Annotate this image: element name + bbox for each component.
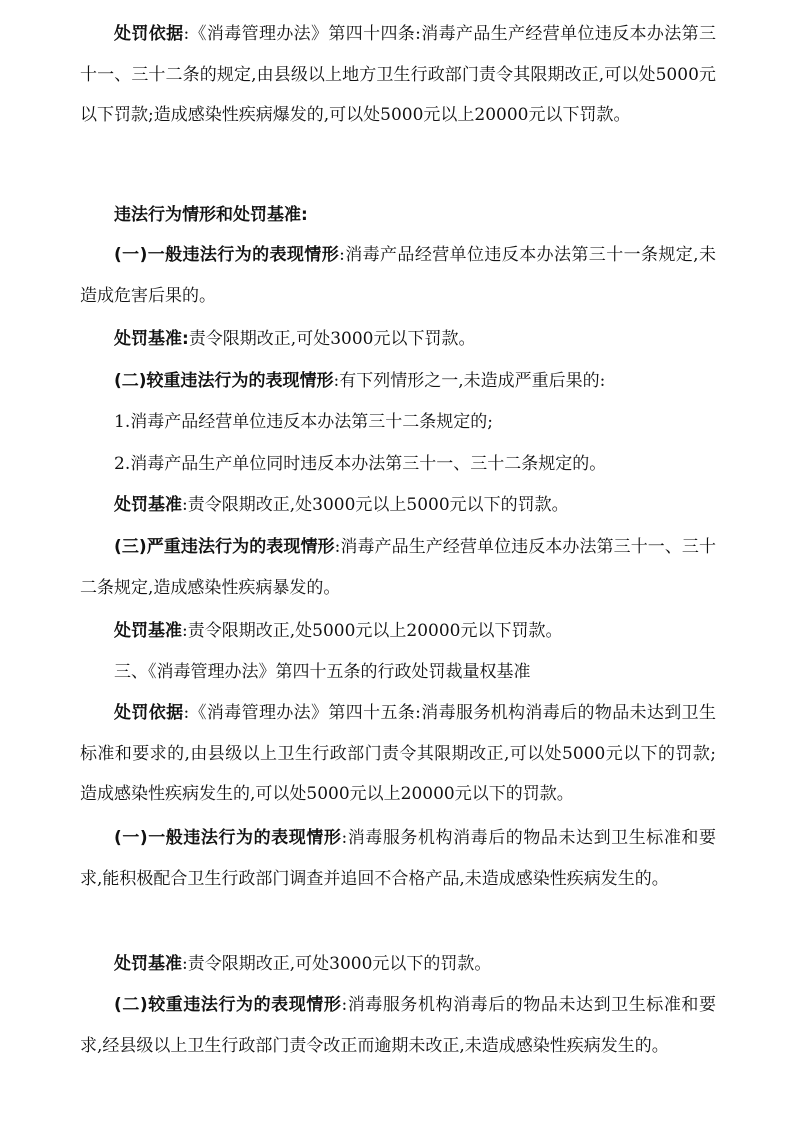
paragraph-label: 处罚基准: bbox=[114, 329, 189, 349]
paragraph-text: :责令限期改正,处5000元以上20000元以下罚款。 bbox=[182, 621, 563, 641]
paragraph-label: 处罚基准 bbox=[114, 954, 182, 974]
paragraph-label: 处罚依据 bbox=[114, 24, 184, 44]
list-item-2 bbox=[80, 444, 716, 485]
paragraph-text: :消毒服务机构消毒后的物品未达到卫生标准和要求,经县级以上卫生行政部门责令改正而逾期未改正,未造成感染性疾病发生的。 bbox=[80, 995, 716, 1056]
paragraph-serious-violation bbox=[80, 985, 716, 1066]
paragraph-label: (一)一般违法行为的表现情形 bbox=[114, 828, 342, 848]
paragraph-text: :《消毒管理办法》第四十五条:消毒服务机构消毒后的物品未达到卫生标准和要求的,由县级以上卫生行政部门责令其限期改正,可以处5000元以下的罚款;造成感染性疾病发生的,可以处5000元以上20000元以下的罚款。 bbox=[80, 703, 716, 804]
paragraph-text: :责令限期改正,处3000元以上5000元以下的罚款。 bbox=[182, 495, 569, 515]
paragraph-text: 三、《消毒管理办法》第四十五条的行政处罚裁量权基准 bbox=[114, 662, 531, 682]
paragraph-text: 责令限期改正,可处3000元以下罚款。 bbox=[188, 329, 476, 349]
paragraph-text: :消毒产品生产经营单位违反本办法第三十一、三十二条规定,造成感染性疾病暴发的。 bbox=[80, 537, 716, 598]
paragraph-text: :有下列情形之一,未造成严重后果的: bbox=[333, 371, 606, 391]
paragraph-label: 处罚依据 bbox=[114, 703, 184, 723]
paragraph-penalty-basis-44 bbox=[80, 14, 716, 136]
paragraph-penalty-basis-45 bbox=[80, 693, 716, 815]
paragraph-text: 1.消毒产品经营单位违反本办法第三十二条规定的; bbox=[114, 412, 493, 432]
paragraph-text: :《消毒管理办法》第四十四条:消毒产品生产经营单位违反本办法第三十一、三十二条的规定,由县级以上地方卫生行政部门责令其限期改正,可以处5000元以下罚款;造成感染性疾病爆发的,可以处5000元以上20000元以下罚款。 bbox=[80, 24, 716, 125]
paragraph-text: 2.消毒产品生产单位同时违反本办法第三十一、三十二条规定的。 bbox=[114, 454, 607, 474]
paragraph-label: 处罚基准 bbox=[114, 621, 182, 641]
paragraph-general-violation bbox=[80, 235, 716, 316]
list-item-1 bbox=[80, 402, 716, 443]
paragraph-penalty-standard bbox=[80, 319, 716, 360]
paragraph-serious-violation bbox=[80, 361, 716, 402]
paragraph-label: (二)较重违法行为的表现情形 bbox=[114, 371, 334, 391]
paragraph-label: 处罚基准 bbox=[114, 495, 182, 515]
paragraph-label: 违法行为情形和处罚基准: bbox=[114, 205, 308, 225]
paragraph-label: (一)一般违法行为的表现情形 bbox=[114, 245, 340, 265]
paragraph-text: :消毒服务机构消毒后的物品未达到卫生标准和要求,能积极配合卫生行政部门调查并追回不合格产品,未造成感染性疾病发生的。 bbox=[80, 828, 716, 889]
section-heading-45 bbox=[80, 652, 716, 693]
paragraph-violation-heading bbox=[80, 195, 716, 236]
paragraph-severe-violation bbox=[80, 527, 716, 608]
paragraph-penalty-standard bbox=[80, 944, 716, 985]
paragraph-general-violation bbox=[80, 818, 716, 899]
paragraph-text: :责令限期改正,可处3000元以下的罚款。 bbox=[182, 954, 492, 974]
paragraph-penalty-standard bbox=[80, 611, 716, 652]
paragraph-label: (三)严重违法行为的表现情形 bbox=[114, 537, 335, 557]
paragraph-text: :消毒产品经营单位违反本办法第三十一条规定,未造成危害后果的。 bbox=[80, 245, 716, 306]
paragraph-label: (二)较重违法行为的表现情形 bbox=[114, 995, 342, 1015]
paragraph-penalty-standard bbox=[80, 485, 716, 526]
